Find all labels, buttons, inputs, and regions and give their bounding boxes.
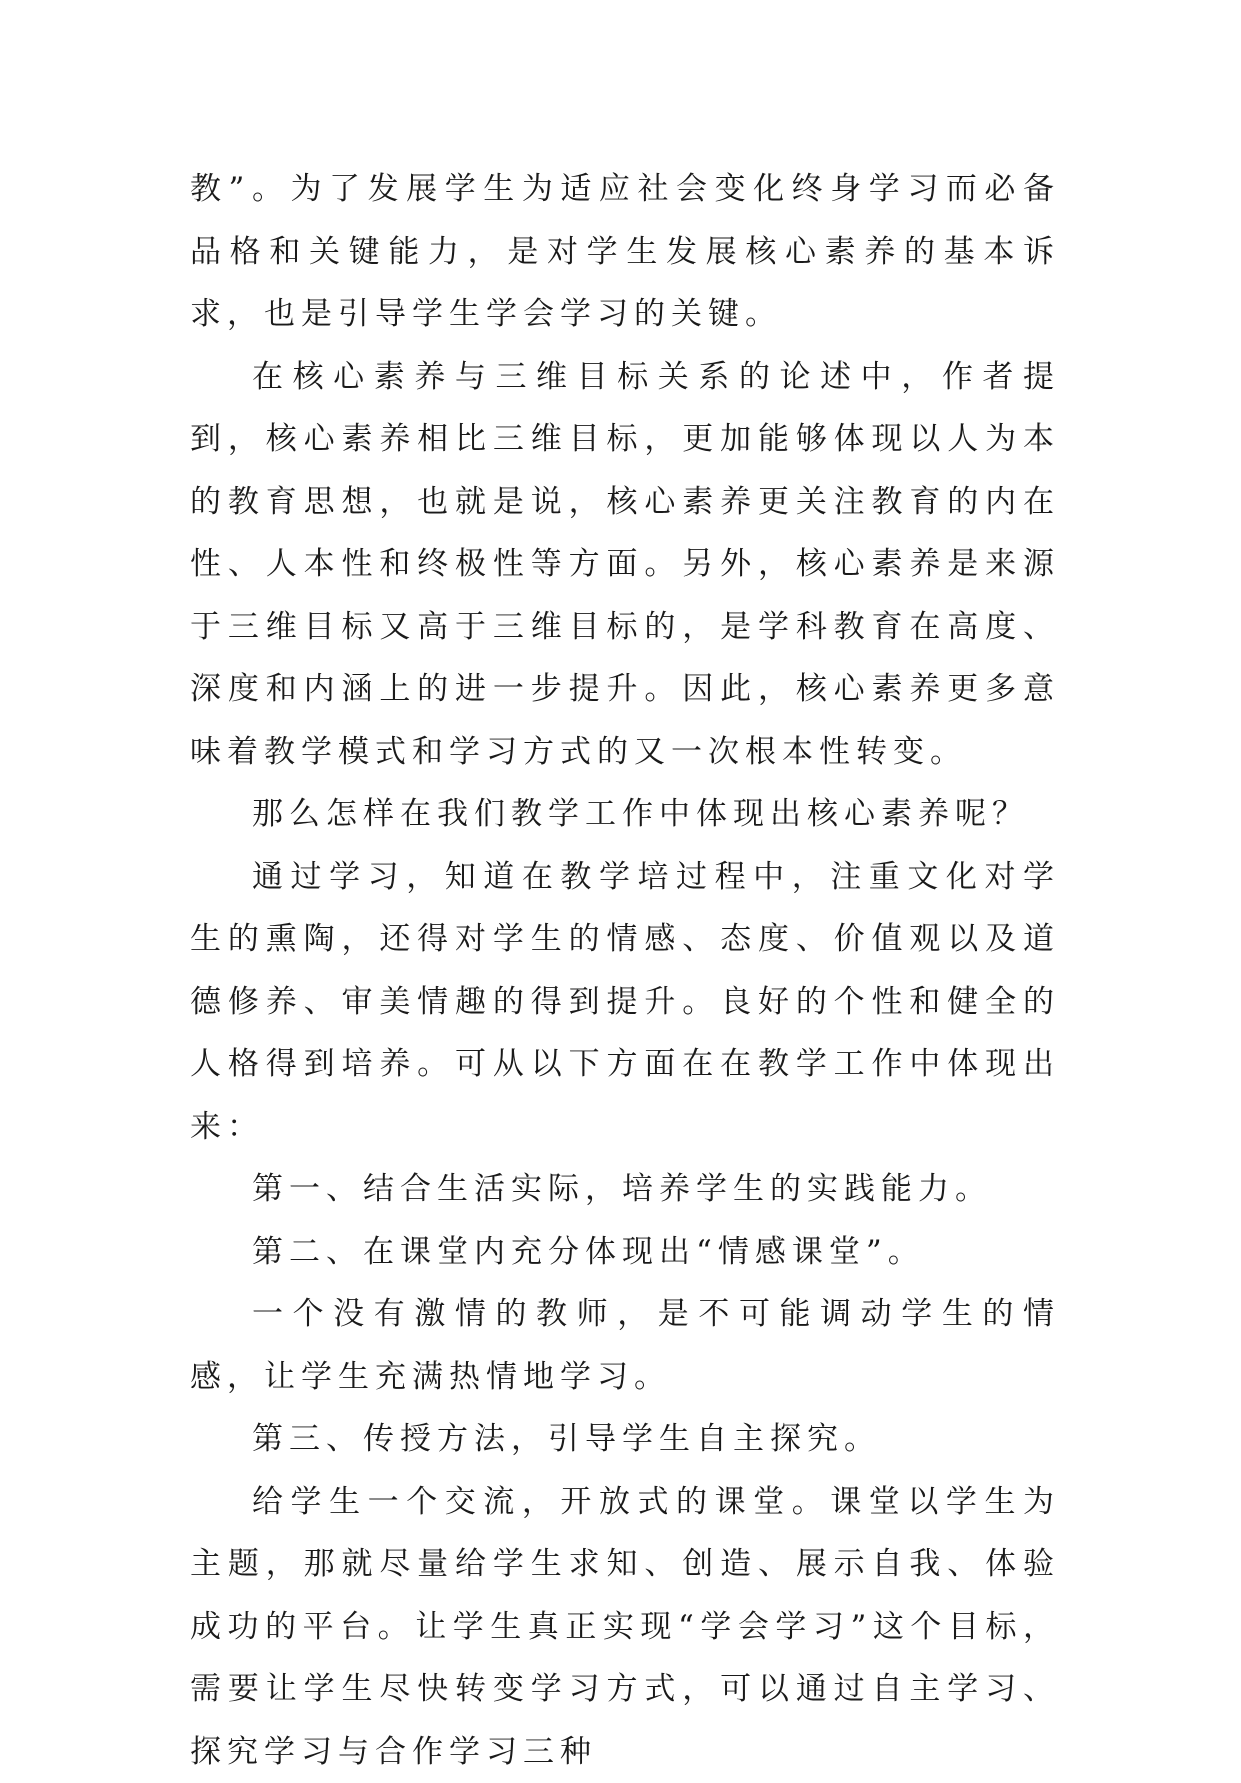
paragraph-2: 在核心素养与三维目标关系的论述中，作者提到，核心素养相比三维目标，更加能够体现以人为本的教育思想，也就是说，核心素养更关注教育的内在性、人本性和终极性等方面。另外，核心素养是来源于三维目标又高于三维目标的，是学科教育在高度、深度和内涵上的进一步提升。因此，核心素养更多意味着教学模式和学习方式的又一次根本性转变。	[190, 346, 1060, 784]
body-text	[190, 158, 1060, 1783]
paragraph-1: 教”。为了发展学生为适应社会变化终身学习而必备品格和关键能力，是对学生发展核心素养的基本诉求，也是引导学生学会学习的关键。	[190, 158, 1060, 346]
paragraph-4: 通过学习，知道在教学培过程中，注重文化对学生的熏陶，还得对学生的情感、态度、价值观以及道德修养、审美情趣的得到提升。良好的个性和健全的人格得到培养。可从以下方面在在教学工作中体现出来：	[190, 846, 1060, 1159]
paragraph-3: 那么怎样在我们教学工作中体现出核心素养呢？	[190, 783, 1060, 846]
paragraph-7: 一个没有激情的教师，是不可能调动学生的情感，让学生充满热情地学习。	[190, 1283, 1060, 1408]
paragraph-8: 第三、传授方法，引导学生自主探究。	[190, 1408, 1060, 1471]
paragraph-9: 给学生一个交流，开放式的课堂。课堂以学生为主题，那就尽量给学生求知、创造、展示自我、体验成功的平台。让学生真正实现“学会学习”这个目标，需要让学生尽快转变学习方式，可以通过自主学习、探究学习与合作学习三种	[190, 1471, 1060, 1783]
paragraph-6: 第二、在课堂内充分体现出“情感课堂”。	[190, 1221, 1060, 1284]
paragraph-5: 第一、结合生活实际，培养学生的实践能力。	[190, 1158, 1060, 1221]
